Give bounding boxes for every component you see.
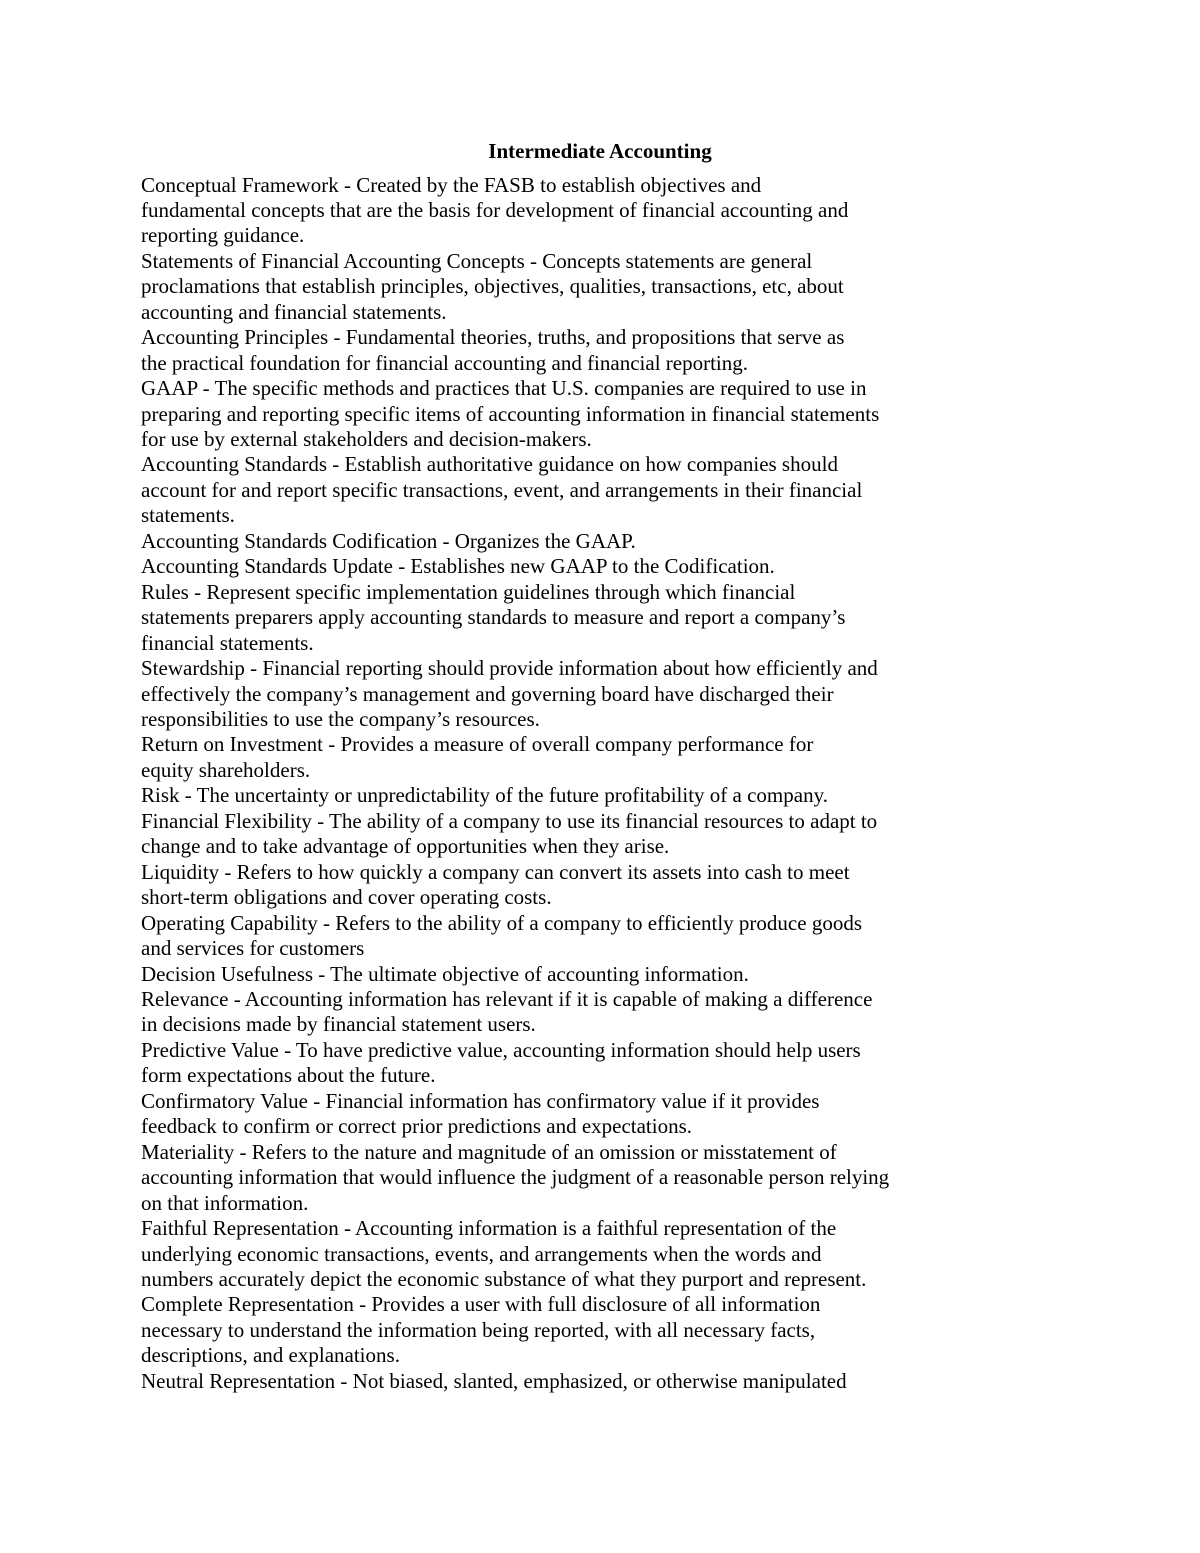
text-line: and services for customers [141,936,365,961]
text-line: Risk - The uncertainty or unpredictability of the future profitability of a company. [141,783,828,808]
glossary-entry [141,1292,1001,1368]
text-line: Relevance - Accounting information has relevant if it is capable of making a difference [141,987,873,1011]
glossary-entry [141,529,1001,554]
text-line: proclamations that establish principles, objectives, qualities, transactions, etc, about [141,274,844,299]
text-line: statements. [141,503,235,528]
text-line: the practical foundation for financial accounting and financial reporting. [141,350,749,375]
glossary-entry [141,325,1001,376]
text-line: Accounting Standards Codification - Organizes the GAAP. [141,528,636,553]
glossary-entry [141,987,1001,1038]
text-line: Materiality - Refers to the nature and magnitude of an omission or misstatement of [141,1139,837,1164]
glossary-entry [141,554,1001,579]
glossary-entry [141,1216,1001,1292]
glossary-entry [141,376,1001,452]
text-line: Statements of Financial Accounting Concepts - Concepts statements are general [141,248,813,273]
text-line: in decisions made by financial statement users. [141,1012,536,1037]
text-line: Stewardship - Financial reporting should provide information about how efficiently and [141,656,878,681]
text-line: on that information. [141,1190,309,1215]
text-line: Rules - Represent specific implementation guidelines through which financial [141,579,796,604]
text-line: financial statements. [141,630,314,655]
text-line: Confirmatory Value - Financial information has confirmatory value if it provides [141,1088,820,1113]
document-body [141,173,1001,1395]
text-line: preparing and reporting specific items of accounting information in financial statements [141,401,880,426]
text-line: underlying economic transactions, events, and arrangements when the words and [141,1241,822,1266]
glossary-entry [141,962,1001,987]
text-line: accounting and financial statements. [141,299,447,324]
text-line: Return on Investment - Provides a measure of overall company performance for [141,732,814,757]
text-line: Financial Flexibility - The ability of a company to use its financial resources to adapt to [141,808,878,833]
glossary-entry [141,783,1001,808]
text-line: Operating Capability - Refers to the ability of a company to efficiently produce goods [141,910,862,935]
glossary-entry [141,580,1001,656]
text-line: responsibilities to use the company’s resources. [141,707,540,732]
text-line: Faithful Representation - Accounting information is a faithful representation of the [141,1216,837,1241]
text-line: reporting guidance. [141,223,305,248]
glossary-entry [141,1038,1001,1089]
text-line: short-term obligations and cover operating costs. [141,885,552,910]
text-line: Predictive Value - To have predictive value, accounting information should help users [141,1037,861,1062]
text-line: Conceptual Framework - Created by the FASB to establish objectives and [141,172,762,197]
glossary-entry [141,911,1001,962]
text-line: account for and report specific transactions, event, and arrangements in their financial [141,477,863,502]
text-line: Neutral Representation - Not biased, slanted, emphasized, or otherwise manipulated [141,1368,847,1393]
glossary-entry [141,1369,1001,1394]
text-line: form expectations about the future. [141,1063,436,1088]
glossary-entry [141,173,1001,249]
text-line: necessary to understand the information being reported, with all necessary facts, [141,1317,816,1342]
text-line: equity shareholders. [141,757,311,782]
text-line: Accounting Standards - Establish authoritative guidance on how companies should [141,452,838,477]
glossary-entry [141,1140,1001,1216]
text-line: GAAP - The specific methods and practices that U.S. companies are required to use in [141,376,867,401]
text-line: descriptions, and explanations. [141,1343,400,1368]
glossary-entry [141,1089,1001,1140]
text-line: accounting information that would influence the judgment of a reasonable person relying [141,1165,890,1190]
text-line: statements preparers apply accounting standards to measure and report a company’s [141,605,846,630]
text-line: Decision Usefulness - The ultimate objective of accounting information. [141,961,749,986]
text-line: effectively the company’s management and governing board have discharged their [141,681,834,706]
text-line: numbers accurately depict the economic substance of what they purport and represent. [141,1266,867,1291]
text-line: fundamental concepts that are the basis for development of financial accounting and [141,197,849,222]
text-line: Liquidity - Refers to how quickly a company can convert its assets into cash to meet [141,859,850,884]
glossary-entry [141,860,1001,911]
text-line: Accounting Standards Update - Establishes new GAAP to the Codification. [141,554,775,579]
text-line: for use by external stakeholders and decision-makers. [141,427,592,452]
document-title: Intermediate Accounting [488,139,712,163]
glossary-entry [141,656,1001,732]
glossary-entry [141,809,1001,860]
glossary-entry [141,732,1001,783]
glossary-entry [141,249,1001,325]
glossary-entry [141,452,1001,528]
text-line: Complete Representation - Provides a user with full disclosure of all information [141,1292,821,1317]
text-line: feedback to confirm or correct prior predictions and expectations. [141,1114,693,1139]
text-line: Accounting Principles - Fundamental theories, truths, and propositions that serve as [141,325,845,350]
text-line: change and to take advantage of opportunities when they arise. [141,834,670,859]
